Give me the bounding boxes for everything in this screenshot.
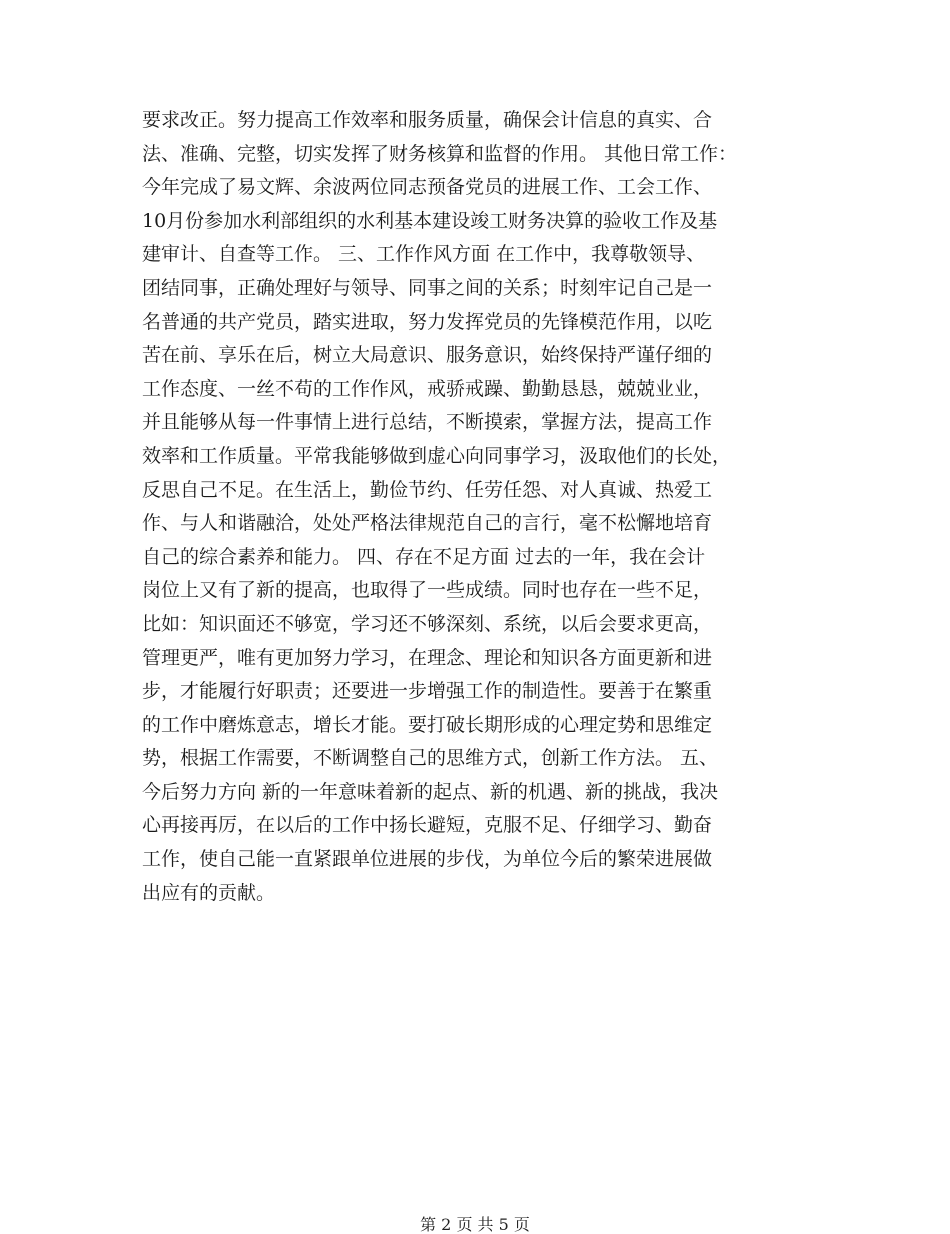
- text-line: 岗位上又有了新的提高，也取得了一些成绩。同时也存在一些不足，: [142, 579, 713, 602]
- text-line: 10月份参加水利部组织的水利基本建设竣工财务决算的验收工作及基: [142, 209, 718, 232]
- body-text: [142, 104, 822, 910]
- text-line: 要求改正。努力提高工作效率和服务质量，确保会计信息的真实、合: [142, 109, 713, 131]
- page-number-footer: 第 2 页 共 5 页: [420, 1215, 530, 1234]
- text-line: 法、准确、完整，切实发挥了财务核算和监督的作用。 其他日常工作：: [142, 142, 738, 165]
- text-line: 建审计、自查等工作。 三、工作作风方面 在工作中，我尊敬领导、: [142, 243, 706, 266]
- text-line: 今后努力方向 新的一年意味着新的起点、新的机遇、新的挑战，我决: [142, 780, 719, 803]
- text-line: 反思自己不足。在生活上，勤俭节约、任劳任怨、对人真诚、热爱工: [142, 478, 713, 501]
- text-line: 步，才能履行好职责；还要进一步增强工作的制造性。要善于在繁重: [142, 680, 713, 703]
- text-line: 的工作中磨炼意志，增长才能。要打破长期形成的心理定势和思维定: [142, 713, 713, 736]
- text-line: 团结同事，正确处理好与领导、同事之间的关系；时刻牢记自己是一: [142, 276, 713, 299]
- text-line: 工作态度、一丝不苟的工作作风，戒骄戒躁、勤勤恳恳，兢兢业业，: [142, 377, 713, 400]
- text-line: 苦在前、享乐在后，树立大局意识、服务意识，始终保持严谨仔细的: [142, 344, 713, 367]
- text-line: 今年完成了易文辉、余波两位同志预备党员的进展工作、工会工作、: [142, 176, 713, 199]
- text-line: 比如：知识面还不够宽，学习还不够深刻、系统，以后会要求更高，: [142, 612, 713, 635]
- text-line: 作、与人和谐融洽，处处严格法律规范自己的言行，毫不松懈地培育: [142, 512, 713, 535]
- text-line: 出应有的贡献。: [142, 881, 276, 904]
- text-line: 自己的综合素养和能力。 四、存在不足方面 过去的一年，我在会计: [142, 545, 706, 568]
- text-line: 并且能够从每一件事情上进行总结，不断摸索，掌握方法，提高工作: [142, 411, 713, 434]
- text-line: 名普通的共产党员，踏实进取，努力发挥党员的先锋模范作用，以吃: [142, 310, 713, 333]
- text-line: 工作，使自己能一直紧跟单位进展的步伐，为单位今后的繁荣进展做: [142, 848, 713, 871]
- text-line: 心再接再厉，在以后的工作中扬长避短，克服不足、仔细学习、勤奋: [142, 814, 713, 837]
- text-line: 势，根据工作需要，不断调整自己的思维方式，创新工作方法。 五、: [142, 747, 719, 770]
- text-line: 效率和工作质量。平常我能够做到虚心向同事学习，汲取他们的长处，: [142, 444, 732, 467]
- text-line: 管理更严，唯有更加努力学习，在理念、理论和知识各方面更新和进: [142, 646, 713, 669]
